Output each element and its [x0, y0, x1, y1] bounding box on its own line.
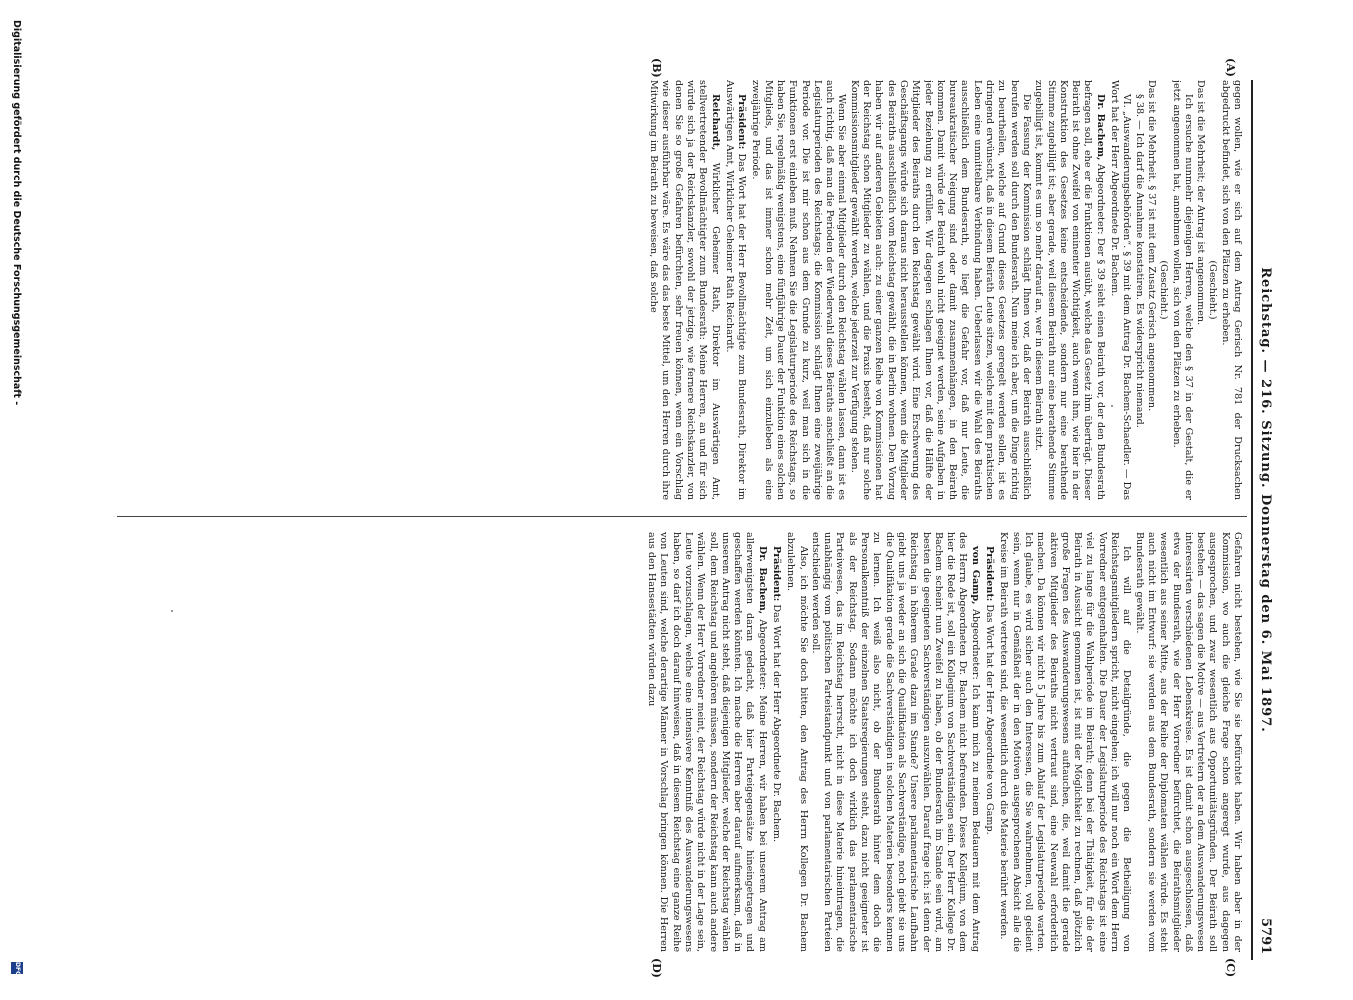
paragraph	[983, 532, 995, 952]
paragraph	[723, 80, 748, 500]
speaker-name: Dr. Bachem,	[756, 546, 768, 615]
paragraph-text: Wenn Sie aber einmal Mitglieder durch den Reichstag wählen lassen, dann ist es auch richtig, daß man die Perioden der Wiederwahl dieses Beiraths anschließt an die Legislaturperioden des Reichstags; die Kommission schlägt Ihnen eine zweijährige Periode vor. Die ist mir schon aus dem Grunde zu kurz, weil man sich in die Funktionen erst einleben muß. Nehmen Sie die Legislaturperiode des Reichstags, so haben Sie, regelmäßig wenigstens, eine fünfjährige Dauer der Funktion eines solchen Mitglieds, und das ist immer schon mehr Zeit, um sich einzuleben als eine zweijährige Periode.	[750, 80, 848, 500]
margin-mark-c: (C)	[1224, 958, 1237, 978]
speaker-name: Reichardt,	[709, 94, 721, 151]
paragraph	[809, 532, 981, 952]
speaker-name: Dr. Bachem,	[1094, 94, 1106, 161]
digitization-footer: Digitalisierung gefördert durch die Deutsche Forschungsgemeinschaft -	[11, 20, 22, 406]
speaker-name: Präsident:	[984, 546, 996, 602]
speaker-name: von Gamp,	[969, 546, 981, 605]
paragraph	[1132, 80, 1144, 500]
paragraph-text: Das Wort hat der Herr Bevollmächtigte zum Bundesrath, Direktor im Auswärtigen Amt, Wirklicher Geheimer Rath Reichardt.	[723, 80, 748, 500]
paragraph	[1157, 80, 1169, 500]
paragraph	[1169, 80, 1194, 500]
paper-speck	[171, 610, 173, 612]
paragraph	[1218, 80, 1243, 500]
paragraph-text: (Geschieht.)	[1207, 260, 1219, 320]
paragraph-text: VI. „Auswanderungsbehörden“. § 39 mit dem Antrag Dr. Bachem-Schaedler. — Das Wort hat der Herr Abgeordnete Dr. Bachem.	[1109, 80, 1133, 500]
paragraph	[1206, 80, 1218, 500]
paragraph	[997, 532, 1132, 952]
paragraph-text: § 38. — Ich darf die Annahme konstatiren. Es widerspricht niemand.	[1133, 94, 1145, 428]
paragraph	[848, 80, 1032, 500]
margin-mark-a: (A)	[1224, 58, 1237, 77]
paragraph	[1108, 80, 1133, 500]
paragraph	[647, 80, 721, 500]
paragraph-text: Abgeordneter: Der § 39 sieht einen Beirath vor, der den Bundesrath befragen soll, ehe er die Funktionen ausübt, welche das Gesetz ihm überträgt. Dieser Beirath ist ohne Zweifel von eminenter Wichtigkeit, auch wenn ihm, wie hier in der Konstruktion des Gesetzes keine entscheidende, sondern nur eine berathende Stimme zugebilligt ist; aber gerade, weil diesem Beirath nur eine berathende Stimme zugebilligt ist, kommt es um so mehr darauf an, wer in diesem Beirath sitzt.	[1033, 80, 1106, 500]
paragraph-text: Das ist die Mehrheit; der Antrag ist angenommen.	[1195, 80, 1207, 326]
paragraph-text: Ich will auf die Detailgründe, die gegen die Betheiligung von Reichstagsmitgliedern spricht, nicht eingehen; ich will nur noch ein Wort dem Herrn Vorredner entgegenhalten. Die Dauer der Legislaturperiode des Reichstags ist eine viel zu lange für die Wahlperiode im Beirath; denn bei der Thätigkeit, für die der Beirath in Aussicht genommen ist, ist mit der Möglichkeit zu rechnen, daß plötzlich große Fragen des Auswanderungswesens auftauchen, die, weil damit die gerade aktiven Mitglieder des Beiraths nicht vertraut sind, eine Neuwahl erforderlich machen. Da können wir nicht 5 Jahre bis zum Ablauf der Legislaturperiode warten. Ich glaube, es wird sicher auch den Interessen, die Sie wahrnehmen, voll gedient sein, wenn nur in Gemäßheit der in den Motiven ausgesprochenen Absicht alle die Kreise im Beirath vertreten sind, die wesentlich durch die Materie berührt werden.	[998, 532, 1133, 952]
paragraph	[1032, 80, 1106, 500]
paragraph-text: (Geschieht.)	[1158, 260, 1170, 320]
paragraph-text: Die Fassung der Kommission schlägt Ihnen vor, daß der Beirath ausschließlich berufen werden soll durch den Bundesrath. Nun meine ich aber, um die Dinge richtig zu beurtheilen, welche auf Grund dieses Gesetzes geregelt werden sollen, ist es dringend erwünscht, daß in diesem Beirath Leute sitzen, welche mit dem praktischen Leben eine unmittelbare Verbindung haben. Ueberlassen wir die Wahl des Beiraths ausschließlich dem Bundesrath, so liegt die Gefahr vor, daß nur Leute, die bureaukratischer Neigung sind oder damit zusammenhängen, in den Beirath kommen. Damit würde der Beirath wohl nicht geeignet werden, seine Aufgaben in jeder Beziehung zu erfüllen. Wir dagegen schlagen Ihnen vor, daß die Hälfte der Mitglieder des Beiraths durch den Reichstag gewählt wird. Eine Erschwerung des Geschäftsgangs würde sich daraus nicht herausstellen können, wenn die Mitglieder des Beiraths ausschließlich vom Reichstag gewählt, die in Berlin wohnen. Den Vorzug haben wir auf anderen Gebieten auch: zu einer ganzen Reihe von Kommissionen hat der Reichstag schon Mitglieder zu wählen, und die Praxis besteht, daß nur solche Kommissionsmitglieder gewählt werden, welche jederzeit zur Verfügung stehen.	[848, 80, 1032, 500]
page-number: 5791	[1258, 918, 1273, 955]
paragraph-text: Das Wort hat der Herr Abgeordnete von Gamp.	[984, 601, 996, 835]
paragraph-text: gegen wollen, wie er sich auf dem Antrag Gerisch Nr. 781 der Drucksachen abgedruckt befindet, sich von den Plätzen zu erheben.	[1219, 80, 1243, 500]
paragraph	[1194, 80, 1206, 500]
speaker-name: Präsident:	[771, 546, 783, 602]
paragraph	[749, 80, 847, 500]
header-rule	[1251, 80, 1253, 960]
paragraph-text: Gefahren nicht bestehen, wie Sie sie befürchtet haben. Wir haben aber in der Kommission, wo auch die gleiche Frage schon angeregt wurde, aus dagegen ausgesprochen, und zwar wesentlich aus Opportunitätsgründen. Der Beirath soll bestehen — das sagen die Motive — aus Vertretern der an dem Auswanderungswesen interessirten verschiedenen Lebenskreise. Es ist damit schon ausgeschlossen, daß etwa der Bundesrath, wie der Herr Vorredner befürchtet, die Beirathsmitglieder wesentlich aus seiner Mitte, aus der Reihe der Diplomaten wählen würde. Es steht auch nicht im Entwurf: sie werden aus dem Bundesrath, sondern sie werden vom Bundesrath gewählt.	[1133, 532, 1243, 952]
paragraph	[784, 532, 809, 952]
margin-mark-d: (D)	[650, 958, 663, 978]
page-header-title: Reichstag. — 216. Sitzung. Donnerstag den 6. Mai 1897.	[1258, 267, 1273, 733]
paragraph-text: Abgeordneter: Meine Herren, wir haben bei unserem Antrag am allerwenigsten daran gedacht, daß hier Parteigegensätze hineingetragen und geschaffen werden könnten. Ich mache die Herren aber darauf aufmerksam, daß in unserem Antrag nicht steht, daß diejenigen Mitglieder, welche der Reichstag wählen soll, dem Reichstag und angehören müssen, sondern der Reichstag kann auch andere wählen. Wenn der Herr Vorredner meint, der Reichstag würde nicht in der Lage sein, Leute vorzuschlagen, welche eine intensivere Kenntniß des Auswanderungswesens haben, so darf ich doch darauf hinweisen, daß in diesem Reichstag eine ganze Reihe von Leuten sind, welche derartige Männer in Vorschlag bringen können. Die Herren aus den Hansestädten würden dazu	[646, 532, 768, 952]
paragraph	[770, 532, 782, 952]
paragraph-text: Das Wort hat der Herr Abgeordnete Dr. Bachem.	[771, 601, 783, 843]
left-text-column	[121, 80, 1243, 500]
column-divider	[117, 516, 1247, 517]
paragraph	[645, 532, 768, 952]
margin-mark-b: (B)	[650, 58, 663, 78]
paragraph-text: Das ist die Mehrheit. § 37 ist mit dem Zusatz Gerisch angenommen.	[1145, 80, 1157, 412]
paragraph-text: Abgeordneter: Ich kann mich zu meinem Bedauern mit dem Antrag des Herrn Abgeordneten Dr. Bachem nicht befreunden. Dieses Kollegium, von dem hier die Rede ist, soll ein Kollegium von Sachverständigen sein. Der Herr Kollege Dr. Bachem scheint nun Zweifel zu haben, ob der Bundesrath im Stande sein wird, am besten die geeigneten Sachverständigen auszuwählen. Darauf frage ich: ist denn der Reichstag in höherem Grade dazu im Stande? Unsere parlamentarische Laufbahn giebt uns ja weder an sich die Qualifikation als Sachverständige, noch giebt sie uns die Qualifikation gerade die Sachverständigen in solchen Materien besonders kennen zu lernen. Ich weiß also nicht, ob der Bundesrath hinter dem doch die Personalkenntniß der einzelnen Staatsregierungen steht, dazu nicht geeigneter ist als der Reichstag. Sodann möchte ich doch wirklich das parlamentarische Parteiwesen, das im Reichstag herrscht, nicht in diese Materie hineintragen, die unabhängig vom politischen Parteistandpunkt und von parlamentarischen Parteien entschieden werden soll.	[809, 532, 981, 952]
speaker-name: Präsident:	[736, 94, 748, 150]
paragraph-text: Wirklicher Geheimer Rath, Direktor im Auswärtigen Amt, stellvertretender Bevollmächtigter zum Bundesrath: Meine Herren, an und für sich würde sich ja der Reichskanzler, sowohl der jetzige, wie fernere Reichskanzler, von denen Sie so große Gefahren befürchten, sehr freuen können, wenn ein Vorschlag wie dieser ausführbar wäre. Es wäre das das beste Mittel, um den Herren durch ihre Mitwirkung im Beirath zu beweisen, daß solche	[648, 80, 721, 500]
dfg-logo-icon: DFG	[11, 962, 23, 974]
paragraph-text: Also, ich möchte Sie doch bitten, den Antrag des Herrn Kollegen Dr. Bachem abzulehnen.	[785, 532, 809, 952]
paragraph	[1132, 532, 1243, 952]
paragraph	[1145, 80, 1157, 500]
right-text-column	[121, 532, 1243, 952]
paragraph-text: Ich ersuche nunmehr diejenigen Herren, welche den § 37 in der Gestalt, die er jetzt angenommen hat, annehmen wollen, sich von den Plätzen zu erheben.	[1170, 80, 1194, 500]
paper-speck	[1111, 405, 1113, 407]
